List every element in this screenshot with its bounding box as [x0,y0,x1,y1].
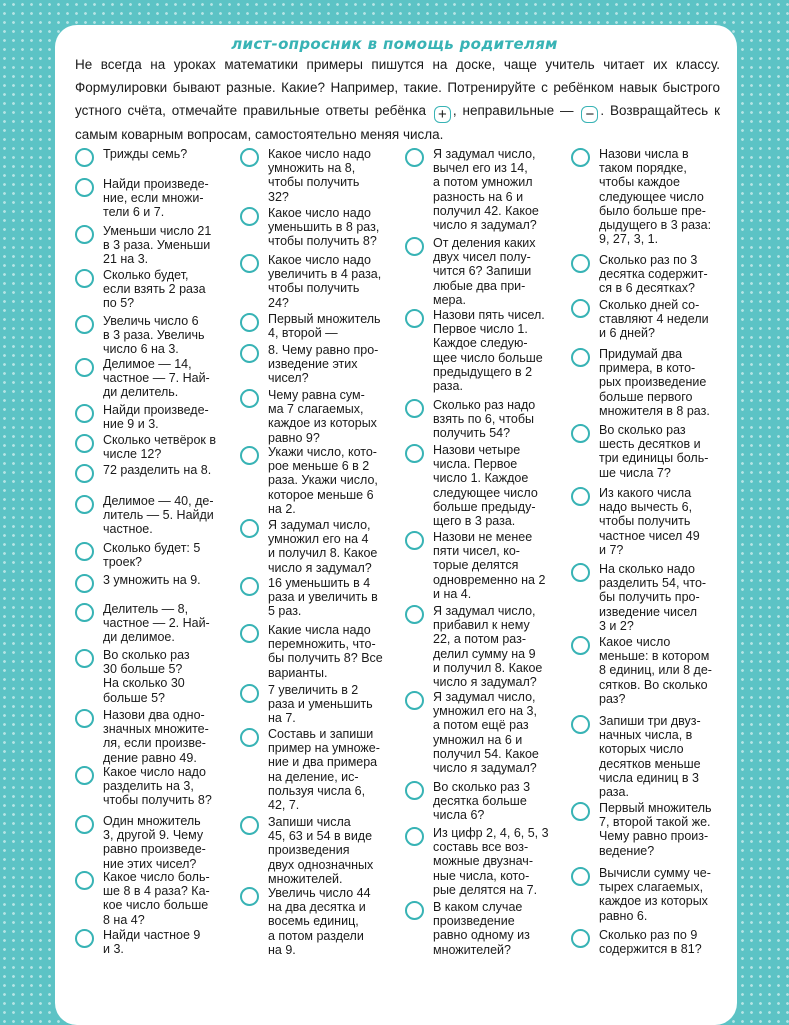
question-item [405,308,545,393]
question-text: Первый множитель 7, второй такой же. Чему равно произ- ведение? [599,801,712,858]
question-text: Назови четыре числа. Первое число 1. Каждое следующее число больше предыду- щего в 3 раза. [433,443,538,529]
answer-checkbox[interactable] [75,404,94,423]
question-text: Какое число меньше: в котором 8 единиц, или 8 де- сятков. Во сколько раз? [599,635,712,706]
question-item [75,928,200,956]
answer-checkbox[interactable] [571,715,590,734]
question-text: Во сколько раз 3 десятка больше числа 6? [433,780,531,823]
question-text: Во сколько раз шесть десятков и три единицы боль- ше числа 7? [599,423,709,480]
question-item [571,928,702,956]
question-text: Сколько раз по 9 содержится в 81? [599,928,702,957]
answer-checkbox[interactable] [405,444,424,463]
question-item [571,147,711,246]
question-text: Придумай два примера, в кото- рых произведение больше первого множителя в 8 раз. [599,347,710,418]
question-item [75,314,205,357]
intro-text-3: . Возвращайтесь к самым коварным вопросам, самостоятельно меняя числа. [75,103,720,142]
question-item [75,268,206,311]
question-item [75,765,212,808]
question-text: Я задумал число, вычел его из 14, а потом умножил разность на 6 и получил 42. Какое число я задумал? [433,147,539,233]
question-text: Запиши числа 45, 63 и 54 в виде произведения двух однозначных множителей. [268,815,374,886]
question-text: Первый множитель 4, второй — [268,312,381,341]
question-text: Сколько раз надо взять по 6, чтобы получить 54? [433,398,536,441]
question-item [571,298,709,341]
question-text: Чему равна сум- ма 7 слагаемых, каждое из которых равно 9? [268,388,377,445]
question-item [75,357,210,400]
answer-checkbox[interactable] [240,207,259,226]
question-text: Вычисли сумму че- тырех слагаемых, каждое из которых равно 6. [599,866,711,923]
question-item [405,443,538,528]
answer-checkbox[interactable] [240,816,259,835]
answer-checkbox[interactable] [240,148,259,167]
question-text: Уменьши число 21 в 3 раза. Уменьши 21 на 3. [103,224,212,267]
answer-checkbox[interactable] [405,399,424,418]
answer-checkbox[interactable] [75,815,94,834]
answer-checkbox[interactable] [240,684,259,703]
intro-text-1: Не всегда на уроках математики примеры пишутся на доске, чаще учитель читает их классу. Формулировки бывают разные. Какие? Например, такие. Потренируйте с ребёнком навык быстрого устного счёта, отмечайте правильные ответы ребёнка [75,57,720,118]
question-text: Какое число надо уменьшить в 8 раз, чтобы получить 8? [268,206,380,249]
question-item [571,423,708,480]
question-item [75,648,190,705]
question-item [240,727,380,812]
question-item [75,573,201,593]
question-item [75,224,211,267]
question-item [405,398,535,441]
answer-checkbox[interactable] [571,299,590,318]
question-text: Один множитель 3, другой 9. Чему равно произведе- ние этих чисел? [103,814,206,871]
question-item [240,445,378,516]
question-text: Назови не менее пяти чисел, ко- торые делятся одновременно на 2 и на 4. [433,530,546,601]
question-text: Какое число надо разделить на 3, чтобы получить 8? [103,765,212,808]
plus-mark-icon: + [434,106,451,123]
question-text: Какое число боль- ше 8 в 4 раза? Ка- кое число больше 8 на 4? [103,870,210,927]
question-text: В каком случае произведение равно одному из множителей? [433,900,530,957]
question-text: Сколько четвёрок в числе 12? [103,433,217,462]
question-text: Какие числа надо перемножить, что- бы получить 8? Все варианты. [268,623,383,680]
question-item [75,494,214,537]
answer-checkbox[interactable] [75,315,94,334]
question-item [75,870,210,927]
question-text: Делимое — 40, де- литель — 5. Найди частное. [103,494,214,537]
question-text: Составь и запиши пример на умноже- ние и два примера на деление, ис- пользуя числа 6, 42, 7. [268,727,380,813]
question-item [75,177,209,220]
answer-checkbox[interactable] [405,691,424,710]
question-text: Укажи число, кото- рое меньше 6 в 2 раза. Укажи число, которое меньше 6 на 2. [268,445,378,516]
question-text: Делимое — 14, частное — 7. Най- ди делитель. [103,357,210,400]
question-item [240,623,383,680]
question-item [405,236,536,307]
question-item [75,541,200,569]
answer-checkbox[interactable] [75,148,94,167]
question-item [240,388,377,445]
question-item [75,814,206,871]
answer-checkbox[interactable] [240,446,259,465]
question-item [571,635,712,706]
answer-checkbox[interactable] [571,563,590,582]
question-item [405,826,549,897]
question-item [571,347,710,418]
answer-checkbox[interactable] [405,901,424,920]
answer-checkbox[interactable] [405,781,424,800]
answer-checkbox[interactable] [571,148,590,167]
answer-checkbox[interactable] [75,495,94,514]
question-item [405,780,530,823]
question-item [571,253,708,296]
answer-checkbox[interactable] [75,766,94,785]
question-text: Я задумал число, умножил его на 4 и получил 8. Какое число я задумал? [268,518,378,575]
question-item [405,530,545,601]
question-text: 7 увеличить в 2 раза и уменьшить на 7. [268,683,373,726]
answer-checkbox[interactable] [240,577,259,596]
question-item [571,801,712,858]
question-text: Сколько дней со- ставляют 4 недели и 6 дней? [599,298,709,341]
answer-checkbox[interactable] [571,929,590,948]
answer-checkbox[interactable] [240,519,259,538]
question-text: Я задумал число, умножил его на 3, а потом ещё раз умножил на 6 и получил 54. Какое число я задумал? [433,690,539,776]
answer-checkbox[interactable] [240,887,259,906]
question-item [240,576,378,619]
question-text: Делитель — 8, частное — 2. Най- ди делимое. [103,602,210,645]
answer-checkbox[interactable] [240,624,259,643]
answer-checkbox[interactable] [75,649,94,668]
intro-text-2: , неправильные — [452,103,574,118]
question-text: Запиши три двуз- начных числа, в которых число десятков меньше числа единиц в 3 раза. [599,714,701,800]
question-text: Увеличь число 44 на два десятка и восемь единиц, а потом раздели на 9. [268,886,371,957]
question-text: 72 разделить на 8. [103,463,212,477]
question-text: Какое число надо умножить на 8, чтобы получить 32? [268,147,371,204]
question-text: Назови два одно- значных множите- ля, если произве- дение равно 49. [103,708,209,765]
question-item [240,312,381,340]
answer-checkbox[interactable] [571,802,590,821]
question-item [240,147,371,204]
question-text: Назови пять чисел. Первое число 1. Каждое следую- щее число больше предыдущего в 2 раза. [433,308,545,394]
answer-checkbox[interactable] [75,358,94,377]
question-text: Из какого числа надо вычесть 6, чтобы получить частное чисел 49 и 7? [599,486,700,557]
question-text: От деления каких двух чисел полу- чится 6? Запиши любые два при- мера. [433,236,536,307]
answer-checkbox[interactable] [405,827,424,846]
intro-paragraph [75,53,720,146]
answer-checkbox[interactable] [75,542,94,561]
question-text: Найди произведе- ние, если множи- тели 6 и 7. [103,177,209,220]
question-text: Я задумал число, прибавил к нему 22, а потом раз- делил сумму на 9 и получил 8. Какое число я задумал? [433,604,543,690]
answer-checkbox[interactable] [240,313,259,332]
question-item [75,463,211,483]
answer-checkbox[interactable] [571,636,590,655]
answer-checkbox[interactable] [405,148,424,167]
question-text: Назови числа в таком порядке, чтобы каждое следующее число было больше пре- дыдущего в 3 раза: 9, 27, 3, 1. [599,147,712,247]
answer-checkbox[interactable] [571,487,590,506]
answer-checkbox[interactable] [571,424,590,443]
answer-checkbox[interactable] [240,728,259,747]
question-item [240,683,373,726]
question-text: Из цифр 2, 4, 6, 5, 3 составь все воз- можные двузнач- ные числа, кото- рые делятся на 7. [433,826,549,897]
answer-checkbox[interactable] [75,871,94,890]
question-text: На сколько надо разделить 54, что- бы получить про- изведение чисел 3 и 2? [599,562,707,633]
answer-checkbox[interactable] [240,389,259,408]
question-text: Сколько раз по 3 десятка содержит- ся в 6 десятках? [599,253,708,296]
answer-checkbox[interactable] [75,574,94,593]
answer-checkbox[interactable] [405,309,424,328]
question-text: Увеличь число 6 в 3 раза. Увеличь число 6 на 3. [103,314,205,357]
question-item [240,206,379,249]
question-text: Во сколько раз 30 больше 5? На сколько 30 больше 5? [103,648,190,705]
question-item [571,486,700,557]
question-text: Сколько будет: 5 троек? [103,541,201,570]
question-item [405,604,542,689]
question-item [240,343,378,386]
page-title: лист-опросник в помощь родителям [231,35,558,53]
question-text: 16 уменьшить в 4 раза и увеличить в 5 раз. [268,576,378,619]
minus-mark-icon: − [581,106,598,123]
answer-checkbox[interactable] [405,605,424,624]
question-text: 8. Чему равно про- изведение этих чисел? [268,343,379,386]
question-text: Трижды семь? [103,147,188,161]
question-item [240,518,377,575]
answer-checkbox[interactable] [571,254,590,273]
question-item [240,253,381,310]
answer-checkbox[interactable] [405,531,424,550]
answer-checkbox[interactable] [571,348,590,367]
answer-checkbox[interactable] [75,603,94,622]
question-item [405,900,530,957]
answer-checkbox[interactable] [571,867,590,886]
question-item [571,714,701,799]
answer-checkbox[interactable] [75,929,94,948]
question-text: Какое число надо увеличить в 4 раза, чтобы получить 24? [268,253,382,310]
question-item [75,433,216,461]
question-text: Найди произведе- ние 9 и 3. [103,403,209,432]
question-item [571,866,711,923]
question-item [405,147,539,232]
answer-checkbox[interactable] [75,464,94,483]
answer-checkbox[interactable] [240,254,259,273]
answer-checkbox[interactable] [75,178,94,197]
question-item [75,602,210,645]
question-item [571,562,706,633]
question-item [240,886,371,957]
answer-checkbox[interactable] [75,709,94,728]
answer-checkbox[interactable] [75,225,94,244]
answer-checkbox[interactable] [75,269,94,288]
question-text: Найди частное 9 и 3. [103,928,201,957]
answer-checkbox[interactable] [240,344,259,363]
question-text: 3 умножить на 9. [103,573,201,587]
question-item [405,690,539,775]
answer-checkbox[interactable] [75,434,94,453]
question-item [240,815,373,886]
answer-checkbox[interactable] [405,237,424,256]
question-item [75,708,209,765]
question-item [75,147,187,167]
question-item [75,403,209,431]
question-text: Сколько будет, если взять 2 раза по 5? [103,268,206,311]
